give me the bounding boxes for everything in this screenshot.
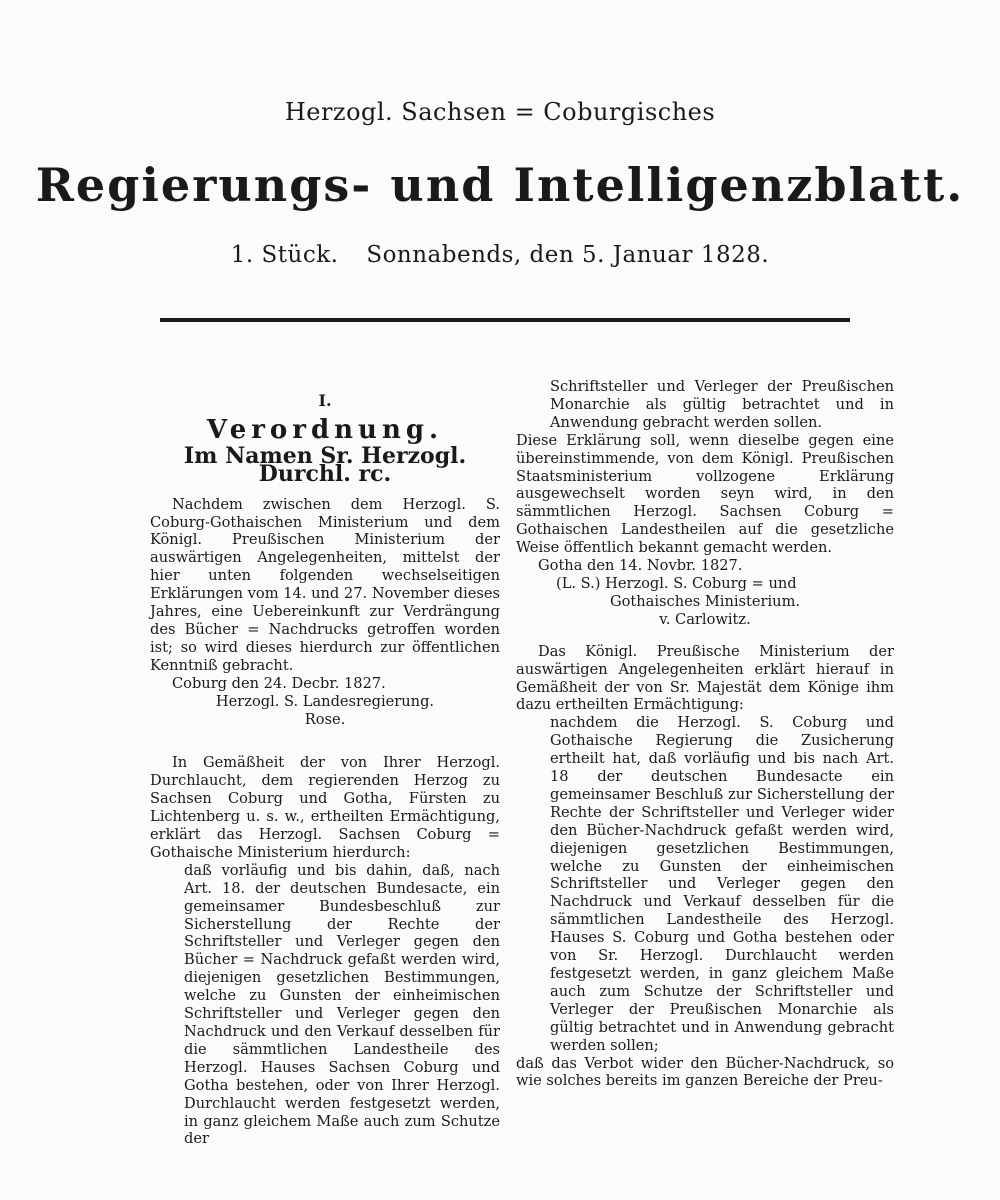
- issue-line: [0, 242, 1000, 268]
- masthead-rule: [160, 318, 850, 322]
- issue-date: Sonnabends, den 5. Januar 1828.: [366, 242, 770, 268]
- masthead-title: Regierungs- und Intelligenzblatt.: [35, 158, 965, 212]
- prussian-declaration: Das Königl. Preußische Ministerium der auswärtigen Angelegenheiten erklärt hierauf in Gemäßheit der von Sr. Majestät dem Könige ihm dazu ertheilten Ermächtigung:: [516, 642, 894, 714]
- seal-line: (L. S.) Herzogl. S. Coburg = und: [556, 574, 797, 592]
- ordinance-subheading: Im Namen Sr. Herzogl. Durchl. rc.: [183, 442, 467, 487]
- spacer: [516, 629, 894, 643]
- section-number: I.: [318, 391, 332, 410]
- signer-line: Rose.: [304, 710, 346, 728]
- issue-number: 1. Stück.: [230, 242, 339, 268]
- ministry-line: Gothaisches Ministerium.: [609, 592, 801, 610]
- ordinance-heading: Verordnung.: [206, 414, 444, 445]
- ordinance-paragraph: Nachdem zwischen dem Herzogl. S. Coburg-Gothaischen Ministerium und dem Königl. Preußischen Ministerium der auswärtigen Angelegenheiten, mittelst der hier unten folgenden wechselseitigen Erklärungen vom 14. und 27. November dieses Jahres, eine Uebereinkunft zur Verdrängung des Bücher = Nachdrucks getroffen worden ist; so wird dieses hierdurch zur öffentlichen Kenntniß gebracht.: [150, 495, 500, 674]
- declaration-validity: Diese Erklärung soll, wenn dieselbe gegen eine übereinstimmende, von dem Königl. Preußischen Staatsministerium vollzogene Erklärung ausgewechselt worden seyn wird, in den sämmtlichen Herzogl. Sachsen Coburg = Gothaischen Landestheilen auf die gesetzliche Weise öffentlich bekannt gemacht werden.: [516, 431, 894, 557]
- masthead-subtitle: Herzogl. Sachsen = Coburgisches: [284, 98, 716, 126]
- authority-line: Herzogl. S. Landesregierung.: [215, 692, 435, 710]
- place-date: Coburg den 24. Decbr. 1827.: [172, 674, 386, 692]
- signer-line: v. Carlowitz.: [659, 610, 751, 628]
- continued-clause: Schriftsteller und Verleger der Preußischen Monarchie als gültig betrachtet und in Anwendung gebracht werden sollen.: [550, 378, 894, 431]
- prussian-clause: nachdem die Herzogl. S. Coburg und Gothaische Regierung die Zusicherung ertheilt hat, daß vorläufig und bis nach Art. 18 der deutschen Bundesacte ein gemeinsamer Beschluß zur Sicherstellung der Rechte der Schriftsteller und Verleger wider den Bücher-Nachdruck gefaßt werden wird, diejenigen gesetzlichen Bestimmungen, welche zu Gunsten der einheimischen Schriftsteller und Verleger gegen den Nachdruck und Verkauf desselben für die sämmtlichen Landestheile des Herzogl. Hauses S. Coburg und Gotha bestehen oder von Sr. Herzogl. Durchlaucht werden festgesetzt werden, in ganz gleichem Maße auch zum Schutze der Schriftsteller und Verleger der Preußischen Monarchie als gültig betrachtet und in Anwendung gebracht werden sollen;: [550, 714, 894, 1054]
- left-column: [150, 378, 500, 1148]
- declaration-paragraph: In Gemäßheit der von Ihrer Herzogl. Durchlaucht, dem regierenden Herzog zu Sachsen Coburg und Gotha, Fürsten zu Lichtenberg u. s. w., ertheilten Ermächtigung, erklärt das Herzogl. Sachsen Coburg = Gothaische Ministerium hierdurch:: [150, 754, 500, 861]
- prussian-clause-continued: daß das Verbot wider den Bücher-Nachdruck, so wie solches bereits im ganzen Bereiche der Preu-: [516, 1054, 894, 1090]
- place-date: Gotha den 14. Novbr. 1827.: [538, 557, 743, 575]
- declaration-clause: daß vorläufig und bis dahin, daß, nach Art. 18. der deutschen Bundesacte, ein gemeinsamer Bundesbeschluß zur Sicherstellung der Rechte der Schriftsteller und Verleger gegen den Bücher = Nachdruck gefaßt werden wird, diejenigen gesetzlichen Bestimmungen, welche zu Gunsten der einheimischen Schriftsteller und Verleger gegen den Nachdruck und den Verkauf desselben für die sämmtlichen Landestheile des Herzogl. Hauses Sachsen Coburg und Gotha bestehen, oder von Ihrer Herzogl. Durchlaucht werden festgesetzt werden, in ganz gleichem Maße auch zum Schutze der: [184, 861, 500, 1148]
- spacer: [150, 728, 500, 754]
- right-column: [516, 378, 894, 1090]
